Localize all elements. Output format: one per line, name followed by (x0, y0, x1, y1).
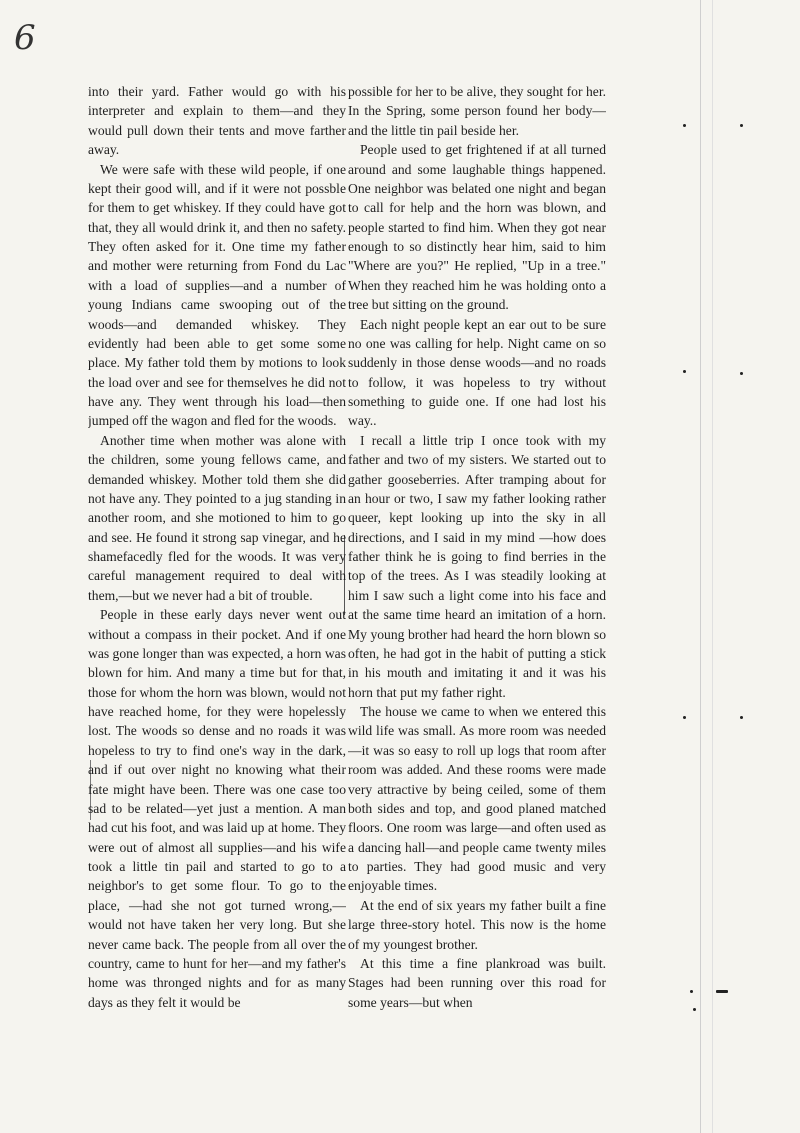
paragraph: We were safe with these wild people, if one kept their good will, and if it were not possble for them to get whiskey. If they could have got that, they all would drink it, and then no safety. They often asked for it. One time my father and mother were returning from Fond du Lac with a load of supplies—and a number of young Indians came swooping out of the woods—and demanded whiskey. They evidently had been able to get some some place. My father told them by motions to look the load over and see for themselves he did not have any. They went through his load—then jumped off the wagon and fled for the woods. (88, 161, 346, 429)
paragraph: possible for her to be alive, they sought for her. In the Spring, some person found her body—and the little tin pail beside her. (348, 84, 606, 138)
paragraph: At the end of six years my father built a fine large three-story hotel. This now is the home of my youngest brother. (348, 897, 606, 952)
paragraph: People used to get frightened if at all turned around and some laughable things happened. One neighbor was belated one night and began to call for help and the horn was blown, and people started to find him. When they got near enough to so distinctly hear him, said to him "Where are you?" He replied, "Up in a tree." When they reached him he was holding onto a tree but sitting on the ground. (348, 142, 606, 313)
paragraph: The house we came to when we entered this wild life was small. As more room was needed—it was so easy to roll up logs that room after room was added. And these rooms were made very attractive by being ceiled, some of them both sides and top, and good planed matched floors. One room was large—and often used as a dancing hall—and people came twenty miles to parties. They had good music and very enjoyable times. (348, 704, 606, 894)
paragraph: People in these early days never went out without a compass in their pocket. And if one was gone longer than was expected, a horn was blown for him. And many a time but for that, those for whom the horn was blown, would not have reached home, for they were hopelessly lost. The woods so dense and no roads it was hopeless to try to find one's way in the dark, and if out over night no knowing what their fate might have been. There was one case too sad to be related—yet just a mention. A man had cut his foot, and was laid up at home. They were out of almost all supplies—and his wife took a little tin pail and started to go to a neighbor's to get some flour. To go to the place, —had she not got turned wrong,— would not have taken her very long. But she never came back. The people from all over the country, came to hunt for her—and my father's home was thronged nights and for as many days as they felt it would be (88, 607, 346, 1010)
page-edge-line (700, 0, 701, 1133)
margin-speck (683, 370, 686, 373)
margin-speck (740, 124, 743, 127)
paragraph: Each night people kept an ear out to be sure no one was calling for help. Night came on so suddenly in those dense woods—and no roads to follow, it was hopeless to try without something to guide one. If one had lost his way.. (348, 316, 606, 429)
margin-speck (716, 990, 728, 993)
paragraph: into their yard. Father would go with his interpreter and explain to them—and they would pull down their tents and move farther away. (88, 84, 346, 158)
right-column (348, 82, 606, 1012)
margin-speck (693, 1008, 696, 1011)
paragraph: I recall a little trip I once took with my father and two of my sisters. We started out to gather gooseberries. After tramping about for an hour or two, I saw my father looking rather queer, kept looking up into the sky in all directions, and I said in my mind —how does father think he is going to find berries in the top of the trees. As I was steadily looking at him I saw such a light come into his face and at the same time heard an imitation of a horn. My young brother had heard the horn blown so often, he had got in the habit of putting a stick in his mouth and imitating it and it was his horn that put my father right. (348, 432, 606, 700)
page-edge-line (712, 0, 713, 1133)
margin-speck (690, 990, 693, 993)
margin-speck (683, 716, 686, 719)
margin-speck (740, 372, 743, 375)
paragraph: Another time when mother was alone with the children, some young fellows came, and demanded whiskey. Mother told them she did not have any. They pointed to a jug standing in another room, and she motioned to him to go and see. He found it strong sap vinegar, and he shamefacedly fled for the woods. It was very careful management required to deal with them,—but we never had a bit of trouble. (88, 432, 346, 603)
paragraph: At this time a fine plankroad was built. Stages had been running over this road for some years—but when (348, 955, 606, 1010)
left-column (88, 82, 346, 1012)
margin-speck (683, 124, 686, 127)
margin-speck (740, 716, 743, 719)
page-number: 6 (14, 18, 36, 58)
